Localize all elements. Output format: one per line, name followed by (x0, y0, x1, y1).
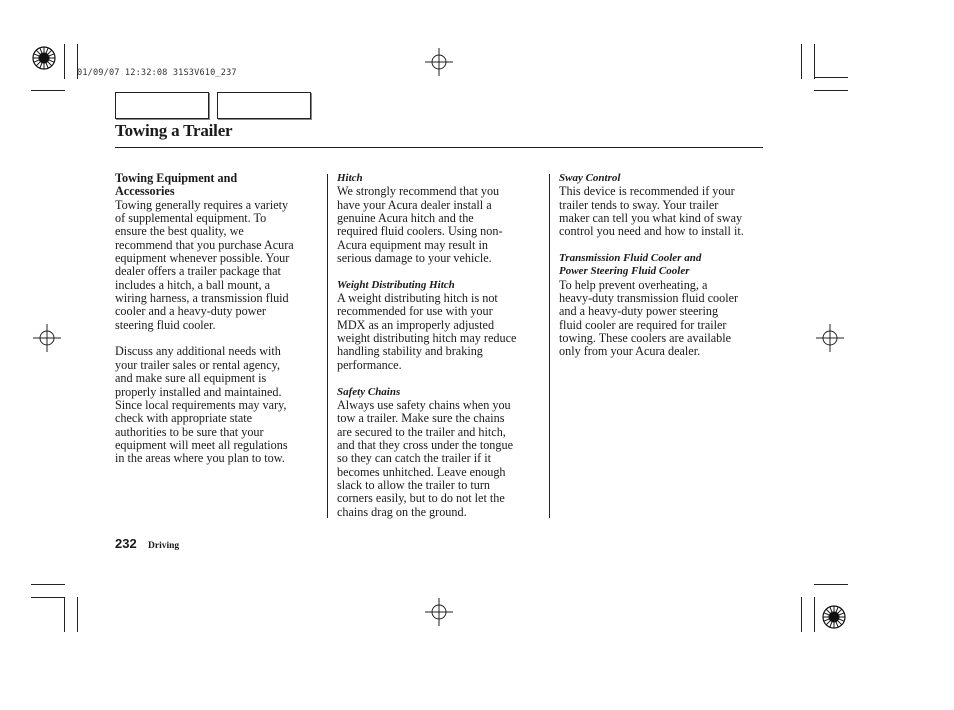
body-paragraph: To help prevent overheating, a heavy-duty transmission fluid cooler and a heavy-duty power steering fluid cooler are required for trailer towing. These coolers are available only from your Acura dealer. (559, 277, 739, 359)
registration-target-icon (821, 604, 847, 630)
section-name: Driving (148, 541, 180, 551)
page-title: Towing a Trailer (115, 121, 233, 140)
print-job-code: 01/09/07 12:32:08 31S3V610_237 (77, 68, 237, 78)
column-divider (549, 174, 550, 518)
registration-target-icon (31, 45, 57, 71)
body-paragraph: We strongly recommend that you have your Acura dealer install a genuine Acura hitch and the required fluid coolers. Using non- Acura equipment may result in serious damage to your vehicle. (337, 184, 503, 266)
crosshair-right-icon (816, 324, 844, 352)
header-tab-box-right (217, 92, 311, 119)
subheading-fluid-coolers: Transmission Fluid Cooler and Power Steering Fluid Cooler (559, 252, 702, 278)
column-middle (337, 172, 545, 519)
section-heading-towing-equipment: Towing Equipment and Accessories (115, 171, 238, 199)
subheading-safety-chains: Safety Chains (337, 385, 401, 398)
header-tab-box-left (115, 92, 209, 119)
page-number: 232 (115, 536, 137, 551)
body-paragraph: Discuss any additional needs with your trailer sales or rental agency, and make sure all equipment is properly installed and maintained. Since local requirements may vary, check with appropriate state authorities to be sure that your equipment will meet all regulations in the areas where you plan to tow. (115, 344, 288, 466)
body-paragraph: Always use safety chains when you tow a trailer. Make sure the chains are secured to the trailer and hitch, and that they cross under the tongue so they can catch the trailer if it becomes unhitched. Leave enough slack to allow the trailer to turn corners easily, but to do not let the chains drag on the ground. (337, 397, 513, 519)
column-left (115, 172, 323, 466)
title-divider (115, 147, 763, 148)
subheading-hitch: Hitch (337, 172, 363, 184)
subheading-weight-distributing-hitch: Weight Distributing Hitch (337, 278, 455, 291)
subheading-sway-control: Sway Control (559, 172, 621, 184)
crosshair-left-icon (33, 324, 61, 352)
column-divider (327, 174, 328, 518)
crosshair-top-icon (425, 48, 453, 76)
crosshair-bottom-icon (425, 598, 453, 626)
body-paragraph: This device is recommended if your trailer tends to sway. Your trailer maker can tell you what kind of sway control you need and how to install it. (559, 184, 744, 239)
body-paragraph: A weight distributing hitch is not recommended for use with your MDX as an improperly adjusted weight distributing hitch may reduce handling stability and braking performance. (337, 291, 517, 372)
column-right (559, 172, 769, 359)
body-paragraph: Towing generally requires a variety of supplemental equipment. To ensure the best quality, we recommend that you purchase Acura equipment whenever possible. Your dealer offers a trailer package that includes a hitch, a ball mount, a wiring harness, a transmission fluid cooler and a heavy-duty power steering fluid cooler. (115, 197, 294, 332)
